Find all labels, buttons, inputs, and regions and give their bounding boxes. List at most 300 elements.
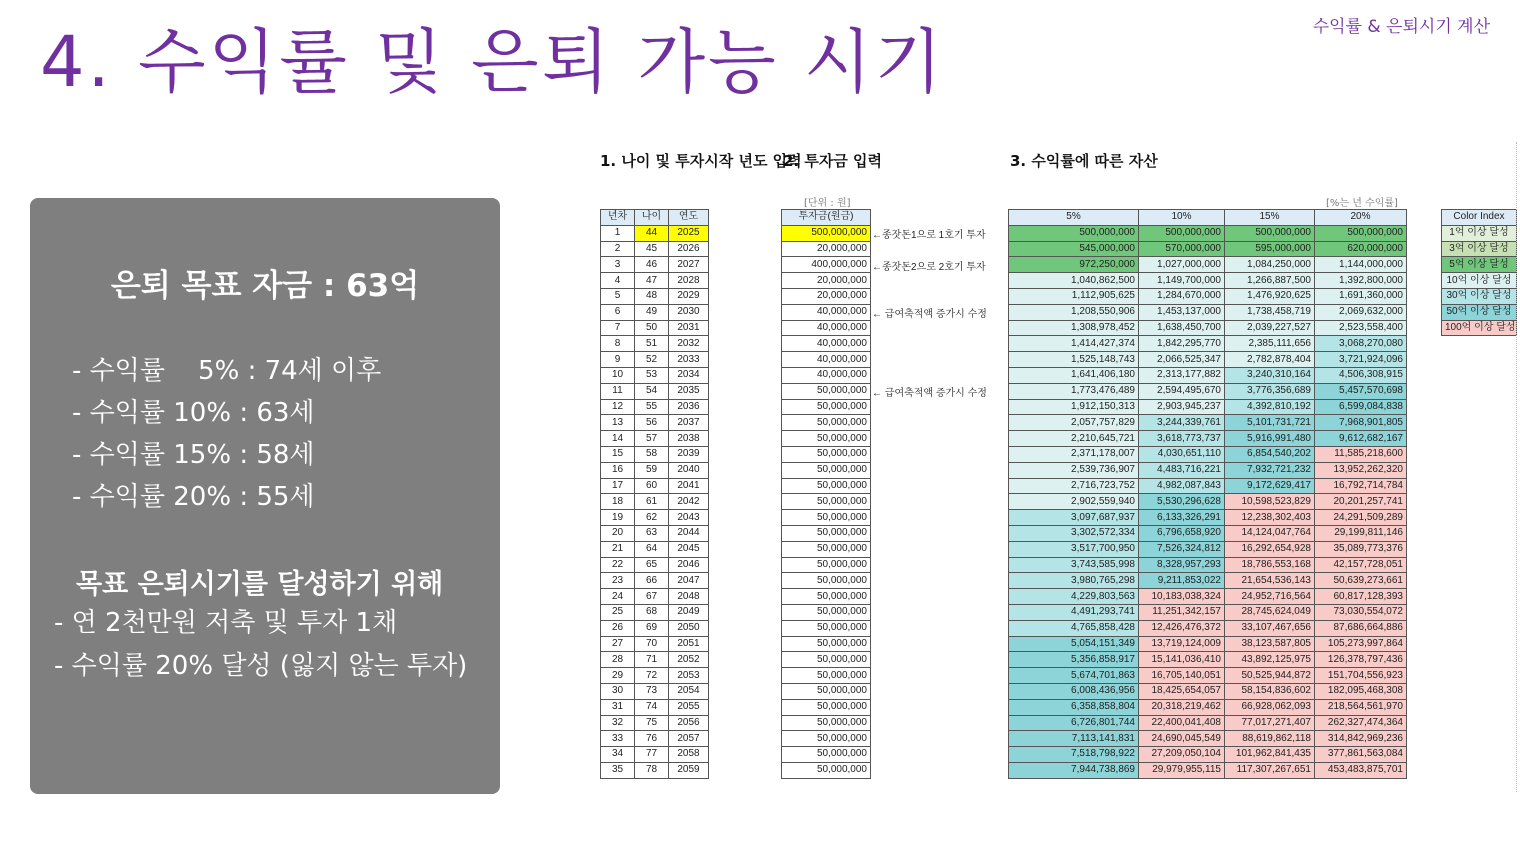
principal-cell: 50,000,000 [782, 683, 871, 699]
table-row [601, 510, 709, 526]
legend-item: 30억 이상 달성 [1442, 288, 1517, 304]
principal-cell: 50,000,000 [782, 510, 871, 526]
table-row [782, 589, 871, 605]
table-row [782, 273, 871, 289]
asset-cell: 3,618,773,737 [1139, 431, 1225, 447]
table-row [1009, 273, 1407, 289]
asset-cell: 12,426,476,372 [1139, 620, 1225, 636]
asset-cell: 9,211,853,022 [1139, 573, 1225, 589]
table-row [1009, 668, 1407, 684]
asset-cell: 4,982,087,843 [1139, 478, 1225, 494]
age-cell: 70 [635, 636, 669, 652]
legend-row [1442, 257, 1517, 273]
year-cell: 2054 [669, 683, 709, 699]
year-index-cell: 7 [601, 320, 635, 336]
asset-cell: 2,594,495,670 [1139, 383, 1225, 399]
asset-cell: 1,912,150,313 [1009, 399, 1139, 415]
table-row [601, 541, 709, 557]
notes-column [872, 225, 1002, 785]
legend-item: 10억 이상 달성 [1442, 273, 1517, 289]
year-index-cell: 24 [601, 589, 635, 605]
principal-cell: 40,000,000 [782, 367, 871, 383]
table-row [601, 573, 709, 589]
asset-cell: 3,302,572,334 [1009, 525, 1139, 541]
asset-cell: 5,674,701,863 [1009, 668, 1139, 684]
principal-cell: 50,000,000 [782, 604, 871, 620]
asset-table [1008, 209, 1407, 779]
table-row [601, 431, 709, 447]
age-cell: 53 [635, 367, 669, 383]
asset-cell: 6,133,326,291 [1139, 510, 1225, 526]
table-row [1009, 320, 1407, 336]
table-row [782, 225, 871, 241]
year-index-cell: 20 [601, 525, 635, 541]
asset-cell: 1,476,920,625 [1225, 288, 1315, 304]
year-cell: 2041 [669, 478, 709, 494]
year-index-cell: 8 [601, 336, 635, 352]
year-index-cell: 14 [601, 431, 635, 447]
principal-cell: 50,000,000 [782, 415, 871, 431]
asset-cell: 1,112,905,625 [1009, 288, 1139, 304]
note-text: ← 급여축적액 증가시 수정 [872, 388, 987, 399]
year-cell: 2053 [669, 668, 709, 684]
table-row [1009, 225, 1407, 241]
asset-cell: 1,641,406,180 [1009, 367, 1139, 383]
table-row [1009, 699, 1407, 715]
age-cell: 54 [635, 383, 669, 399]
year-index-cell: 6 [601, 304, 635, 320]
asset-cell: 2,716,723,752 [1009, 478, 1139, 494]
table-row [1009, 620, 1407, 636]
age-cell: 47 [635, 273, 669, 289]
table-row [601, 383, 709, 399]
table-row [1009, 525, 1407, 541]
asset-cell: 1,144,000,000 [1315, 257, 1407, 273]
retirement-goal: 은퇴 목표 자금 : 63억 [110, 268, 420, 304]
age-cell: 67 [635, 589, 669, 605]
year-cell: 2056 [669, 715, 709, 731]
asset-cell: 1,773,476,489 [1009, 383, 1139, 399]
table-row [782, 288, 871, 304]
age-cell: 72 [635, 668, 669, 684]
principal-cell: 50,000,000 [782, 383, 871, 399]
investment-table [781, 209, 871, 779]
header-rate-15: 15% [1225, 210, 1315, 226]
table-row [782, 636, 871, 652]
legend-item: 1억 이상 달성 [1442, 225, 1517, 241]
table-row [782, 399, 871, 415]
table-row [782, 699, 871, 715]
table-row [601, 304, 709, 320]
asset-cell: 14,124,047,764 [1225, 525, 1315, 541]
section-title-age: 1. 나이 및 투자시작 년도 입력 [600, 152, 802, 170]
year-index-cell: 5 [601, 288, 635, 304]
asset-cell: 2,371,178,007 [1009, 446, 1139, 462]
rate-item: - 수익률 5% : 74세 이후 [72, 356, 382, 386]
rate-list [72, 350, 381, 518]
table-row [601, 399, 709, 415]
table-row [782, 241, 871, 257]
table-row [1009, 652, 1407, 668]
note-text: ← 급여축적액 증가시 수정 [872, 309, 987, 320]
table-row [1009, 762, 1407, 778]
age-cell: 73 [635, 683, 669, 699]
asset-cell: 6,008,436,956 [1009, 683, 1139, 699]
principal-cell: 50,000,000 [782, 668, 871, 684]
plan-title: 목표 은퇴시기를 달성하기 위해 [76, 569, 444, 600]
table-row [601, 257, 709, 273]
table-row [1009, 604, 1407, 620]
table-row [1009, 683, 1407, 699]
table-row [601, 652, 709, 668]
table-row [601, 525, 709, 541]
table-row [1009, 352, 1407, 368]
table-row [782, 747, 871, 763]
age-cell: 44 [635, 225, 669, 241]
year-index-cell: 21 [601, 541, 635, 557]
table-row [601, 636, 709, 652]
table-row [782, 494, 871, 510]
principal-cell: 20,000,000 [782, 241, 871, 257]
asset-cell: 4,392,810,192 [1225, 399, 1315, 415]
asset-cell: 29,979,955,115 [1139, 762, 1225, 778]
principal-cell: 40,000,000 [782, 304, 871, 320]
legend-item: 3억 이상 달성 [1442, 241, 1517, 257]
year-cell: 2026 [669, 241, 709, 257]
asset-cell: 13,952,262,320 [1315, 462, 1407, 478]
asset-cell: 500,000,000 [1139, 225, 1225, 241]
plan-item: - 수익률 20% 달성 (잃지 않는 투자) [54, 651, 468, 681]
principal-cell: 50,000,000 [782, 541, 871, 557]
year-index-cell: 23 [601, 573, 635, 589]
table-row [782, 525, 871, 541]
age-cell: 50 [635, 320, 669, 336]
age-cell: 66 [635, 573, 669, 589]
header-year-index: 년차 [601, 210, 635, 226]
year-cell: 2033 [669, 352, 709, 368]
year-index-cell: 33 [601, 731, 635, 747]
principal-cell: 50,000,000 [782, 589, 871, 605]
legend-row [1442, 225, 1517, 241]
year-index-cell: 17 [601, 478, 635, 494]
asset-cell: 3,743,585,998 [1009, 557, 1139, 573]
asset-cell: 595,000,000 [1225, 241, 1315, 257]
age-cell: 74 [635, 699, 669, 715]
legend-item: 50억 이상 달성 [1442, 304, 1517, 320]
year-cell: 2057 [669, 731, 709, 747]
asset-cell: 377,861,563,084 [1315, 747, 1407, 763]
table-row [782, 336, 871, 352]
year-index-cell: 18 [601, 494, 635, 510]
year-index-cell: 28 [601, 652, 635, 668]
year-cell: 2044 [669, 525, 709, 541]
asset-cell: 7,526,324,812 [1139, 541, 1225, 557]
principal-cell: 50,000,000 [782, 747, 871, 763]
asset-cell: 1,414,427,374 [1009, 336, 1139, 352]
table-row [782, 320, 871, 336]
header-principal: 투자금(원금) [782, 210, 871, 226]
table-row [782, 573, 871, 589]
asset-cell: 5,101,731,721 [1225, 415, 1315, 431]
table-row [601, 225, 709, 241]
principal-cell: 50,000,000 [782, 715, 871, 731]
table-row [601, 604, 709, 620]
table-row [601, 668, 709, 684]
asset-cell: 6,358,858,804 [1009, 699, 1139, 715]
year-index-cell: 29 [601, 668, 635, 684]
asset-cell: 7,518,798,922 [1009, 747, 1139, 763]
table-row [1009, 367, 1407, 383]
legend-row [1442, 304, 1517, 320]
asset-cell: 3,721,924,096 [1315, 352, 1407, 368]
principal-cell: 50,000,000 [782, 557, 871, 573]
table-row [601, 273, 709, 289]
asset-cell: 20,201,257,741 [1315, 494, 1407, 510]
year-cell: 2047 [669, 573, 709, 589]
color-index-legend [1441, 209, 1517, 336]
asset-cell: 3,980,765,298 [1009, 573, 1139, 589]
asset-cell: 2,523,558,400 [1315, 320, 1407, 336]
asset-cell: 1,027,000,000 [1139, 257, 1225, 273]
table-row [782, 715, 871, 731]
age-cell: 62 [635, 510, 669, 526]
asset-cell: 3,240,310,164 [1225, 367, 1315, 383]
year-index-cell: 13 [601, 415, 635, 431]
year-index-cell: 35 [601, 762, 635, 778]
principal-cell: 40,000,000 [782, 336, 871, 352]
table-row [782, 683, 871, 699]
year-cell: 2045 [669, 541, 709, 557]
principal-cell: 50,000,000 [782, 636, 871, 652]
table-row [782, 367, 871, 383]
asset-cell: 33,107,467,656 [1225, 620, 1315, 636]
table-row [1009, 731, 1407, 747]
asset-cell: 500,000,000 [1009, 225, 1139, 241]
table-row [782, 604, 871, 620]
asset-cell: 5,356,858,917 [1009, 652, 1139, 668]
year-cell: 2025 [669, 225, 709, 241]
principal-cell: 50,000,000 [782, 478, 871, 494]
asset-cell: 105,273,997,864 [1315, 636, 1407, 652]
asset-cell: 5,457,570,698 [1315, 383, 1407, 399]
asset-cell: 570,000,000 [1139, 241, 1225, 257]
asset-cell: 58,154,836,602 [1225, 683, 1315, 699]
table-row [782, 415, 871, 431]
asset-cell: 6,854,540,202 [1225, 446, 1315, 462]
year-index-cell: 15 [601, 446, 635, 462]
asset-cell: 2,385,111,656 [1225, 336, 1315, 352]
principal-cell: 500,000,000 [782, 225, 871, 241]
asset-cell: 101,962,841,435 [1225, 747, 1315, 763]
age-cell: 77 [635, 747, 669, 763]
header-age: 나이 [635, 210, 669, 226]
asset-cell: 16,792,714,784 [1315, 478, 1407, 494]
asset-cell: 500,000,000 [1315, 225, 1407, 241]
year-index-cell: 25 [601, 604, 635, 620]
asset-cell: 1,453,137,000 [1139, 304, 1225, 320]
summary-panel [30, 198, 500, 794]
year-index-cell: 9 [601, 352, 635, 368]
legend-row [1442, 320, 1517, 336]
unit-label: [단위 : 원] [804, 198, 851, 209]
age-cell: 59 [635, 462, 669, 478]
table-row [601, 557, 709, 573]
asset-cell: 4,506,308,915 [1315, 367, 1407, 383]
header-year: 연도 [669, 210, 709, 226]
asset-cell: 16,705,140,051 [1139, 668, 1225, 684]
table-row [1009, 478, 1407, 494]
asset-cell: 151,704,556,923 [1315, 668, 1407, 684]
table-row [1009, 241, 1407, 257]
principal-cell: 50,000,000 [782, 462, 871, 478]
asset-cell: 35,089,773,376 [1315, 541, 1407, 557]
table-row [601, 288, 709, 304]
table-row [782, 462, 871, 478]
principal-cell: 50,000,000 [782, 399, 871, 415]
header-rate-10: 10% [1139, 210, 1225, 226]
legend-row [1442, 288, 1517, 304]
asset-cell: 2,039,227,527 [1225, 320, 1315, 336]
year-cell: 2050 [669, 620, 709, 636]
asset-cell: 42,157,728,051 [1315, 557, 1407, 573]
table-row [1009, 589, 1407, 605]
year-cell: 2027 [669, 257, 709, 273]
asset-cell: 8,328,957,293 [1139, 557, 1225, 573]
asset-cell: 9,172,629,417 [1225, 478, 1315, 494]
asset-cell: 2,057,757,829 [1009, 415, 1139, 431]
age-cell: 68 [635, 604, 669, 620]
age-cell: 71 [635, 652, 669, 668]
table-row [782, 620, 871, 636]
age-cell: 45 [635, 241, 669, 257]
asset-cell: 4,765,858,428 [1009, 620, 1139, 636]
year-cell: 2032 [669, 336, 709, 352]
asset-cell: 1,149,700,000 [1139, 273, 1225, 289]
asset-cell: 1,284,670,000 [1139, 288, 1225, 304]
year-index-cell: 31 [601, 699, 635, 715]
year-index-cell: 19 [601, 510, 635, 526]
asset-cell: 4,491,293,741 [1009, 604, 1139, 620]
principal-cell: 50,000,000 [782, 525, 871, 541]
principal-cell: 50,000,000 [782, 762, 871, 778]
section-title-investment: 2. 투자금 입력 [783, 152, 883, 170]
section-title-assets: 3. 수익률에 따른 자산 [1010, 152, 1158, 170]
year-index-cell: 34 [601, 747, 635, 763]
asset-cell: 50,525,944,872 [1225, 668, 1315, 684]
table-row [1009, 257, 1407, 273]
table-row [1009, 636, 1407, 652]
year-cell: 2051 [669, 636, 709, 652]
age-cell: 78 [635, 762, 669, 778]
asset-cell: 24,952,716,564 [1225, 589, 1315, 605]
table-row [782, 304, 871, 320]
year-cell: 2043 [669, 510, 709, 526]
year-cell: 2034 [669, 367, 709, 383]
asset-cell: 2,066,525,347 [1139, 352, 1225, 368]
age-cell: 65 [635, 557, 669, 573]
asset-cell: 60,817,128,393 [1315, 589, 1407, 605]
asset-cell: 3,776,356,689 [1225, 383, 1315, 399]
table-row [601, 494, 709, 510]
principal-cell: 50,000,000 [782, 620, 871, 636]
table-row [782, 352, 871, 368]
year-cell: 2055 [669, 699, 709, 715]
asset-cell: 24,291,509,289 [1315, 510, 1407, 526]
year-index-cell: 3 [601, 257, 635, 273]
asset-cell: 5,916,991,480 [1225, 431, 1315, 447]
asset-cell: 38,123,587,805 [1225, 636, 1315, 652]
age-cell: 75 [635, 715, 669, 731]
table-row [1009, 557, 1407, 573]
asset-cell: 5,530,296,628 [1139, 494, 1225, 510]
legend-item: 5억 이상 달성 [1442, 257, 1517, 273]
year-cell: 2048 [669, 589, 709, 605]
age-cell: 49 [635, 304, 669, 320]
age-cell: 69 [635, 620, 669, 636]
asset-cell: 1,738,458,719 [1225, 304, 1315, 320]
asset-cell: 16,292,654,928 [1225, 541, 1315, 557]
principal-cell: 40,000,000 [782, 352, 871, 368]
asset-cell: 18,425,654,057 [1139, 683, 1225, 699]
table-row [1009, 399, 1407, 415]
asset-cell: 2,903,945,237 [1139, 399, 1225, 415]
asset-cell: 66,928,062,093 [1225, 699, 1315, 715]
asset-cell: 545,000,000 [1009, 241, 1139, 257]
principal-cell: 50,000,000 [782, 494, 871, 510]
age-cell: 48 [635, 288, 669, 304]
table-row [1009, 415, 1407, 431]
table-row [1009, 336, 1407, 352]
table-row [782, 446, 871, 462]
asset-cell: 2,313,177,882 [1139, 367, 1225, 383]
principal-cell: 20,000,000 [782, 288, 871, 304]
table-row [782, 762, 871, 778]
age-cell: 52 [635, 352, 669, 368]
table-row [782, 431, 871, 447]
asset-cell: 88,619,862,118 [1225, 731, 1315, 747]
principal-cell: 50,000,000 [782, 731, 871, 747]
legend-row [1442, 241, 1517, 257]
corner-label: 수익률 & 은퇴시기 계산 [1312, 17, 1490, 37]
table-row [1009, 462, 1407, 478]
table-row [601, 683, 709, 699]
asset-cell: 262,327,474,364 [1315, 715, 1407, 731]
year-index-cell: 22 [601, 557, 635, 573]
asset-cell: 24,690,045,549 [1139, 731, 1225, 747]
year-index-cell: 30 [601, 683, 635, 699]
table-row [1009, 304, 1407, 320]
asset-cell: 126,378,797,436 [1315, 652, 1407, 668]
asset-cell: 50,639,273,661 [1315, 573, 1407, 589]
plan-list [54, 602, 467, 688]
age-cell: 61 [635, 494, 669, 510]
asset-cell: 5,054,151,349 [1009, 636, 1139, 652]
year-index-cell: 16 [601, 462, 635, 478]
age-cell: 76 [635, 731, 669, 747]
asset-cell: 77,017,271,407 [1225, 715, 1315, 731]
table-row [1009, 573, 1407, 589]
asset-cell: 6,599,084,838 [1315, 399, 1407, 415]
table-row [601, 241, 709, 257]
asset-cell: 10,598,523,829 [1225, 494, 1315, 510]
age-cell: 56 [635, 415, 669, 431]
year-index-cell: 10 [601, 367, 635, 383]
asset-cell: 27,209,050,104 [1139, 747, 1225, 763]
year-index-cell: 1 [601, 225, 635, 241]
principal-cell: 20,000,000 [782, 273, 871, 289]
table-row [601, 352, 709, 368]
year-cell: 2030 [669, 304, 709, 320]
